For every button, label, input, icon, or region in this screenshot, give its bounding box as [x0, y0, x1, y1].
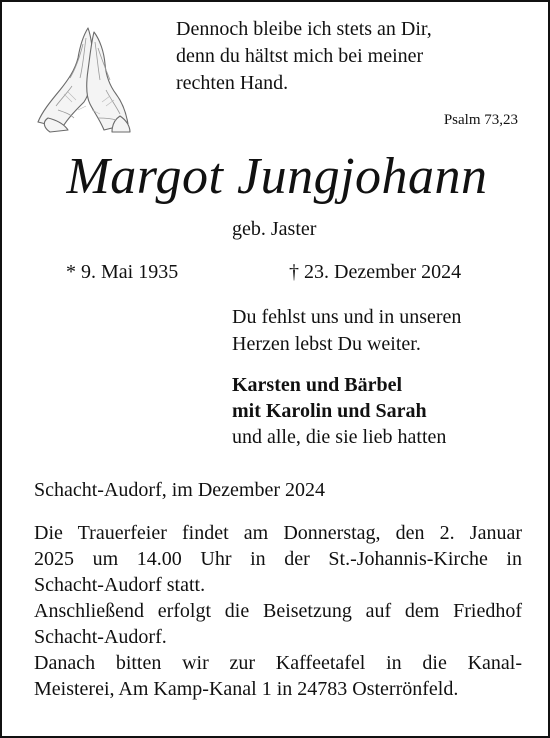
notice-line: Anschließend erfolgt die Beisetzung auf dem Friedhof [34, 600, 522, 622]
praying-hands-icon [28, 22, 146, 134]
mourner-closing: und alle, die sie lieb hatten [232, 426, 447, 448]
notice-line: Schacht-Audorf statt. [34, 574, 206, 596]
place-and-date: Schacht-Audorf, im Dezember 2024 [34, 479, 326, 501]
farewell-text [232, 304, 461, 358]
notice-line: Danach bitten wir zur Kaffeetafel in die Kanal- [34, 652, 522, 674]
deceased-name: Margot Jungjohann [66, 148, 488, 205]
funeral-notice [34, 520, 522, 702]
verse-line: denn du hältst mich bei meiner [176, 45, 424, 67]
mourners [232, 372, 446, 450]
verse-line: Dennoch bleibe ich stets an Dir, [176, 18, 432, 40]
notice-line: Schacht-Audorf. [34, 626, 167, 648]
notice-line: Meisterei, Am Kamp-Kanal 1 in 24783 Osterrönfeld. [34, 678, 459, 700]
notice-line: 2025 um 14.00 Uhr in der St.-Johannis-Kirche in [34, 548, 522, 570]
farewell-line: Du fehlst uns und in unseren [232, 306, 462, 328]
verse-reference: Psalm 73,23 [443, 112, 518, 128]
mourner-names: mit Karolin und Sarah [232, 400, 427, 422]
birth-date: * 9. Mai 1935 [66, 261, 179, 283]
bible-verse [176, 16, 432, 97]
birth-name: geb. Jaster [232, 218, 317, 240]
mourner-names: Karsten und Bärbel [232, 374, 403, 396]
farewell-line: Herzen lebst Du weiter. [232, 333, 421, 355]
verse-line: rechten Hand. [176, 72, 289, 94]
notice-line: Die Trauerfeier findet am Donnerstag, den 2. Januar [34, 522, 522, 544]
death-date: † 23. Dezember 2024 [289, 261, 462, 283]
